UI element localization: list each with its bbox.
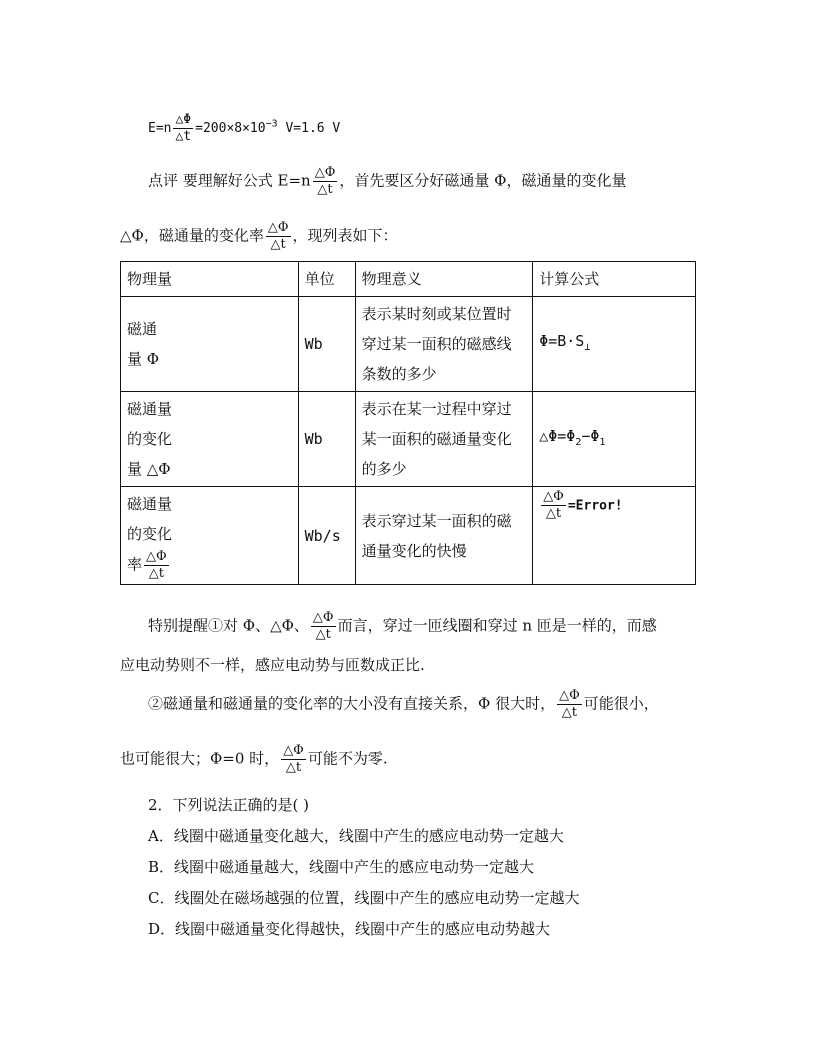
formula-subscript: 2 xyxy=(575,436,582,448)
reminder-line-1 xyxy=(148,610,657,643)
reminder-line-2: 应电动势则不一样，感应电动势与匝数成正比. xyxy=(120,656,425,674)
fraction-denominator: △t xyxy=(317,182,333,197)
formula-text: −Φ xyxy=(581,426,600,445)
header-meaning: 物理意义 xyxy=(355,262,533,297)
table-row xyxy=(121,392,696,487)
table-row xyxy=(121,487,696,585)
fraction-numerator: △Φ xyxy=(559,688,580,703)
comment-line-2 xyxy=(120,220,398,253)
cell-text: 的多少 xyxy=(361,460,407,478)
question-option-b: B．线圈中磁通量越大，线圈中产生的感应电动势一定越大 xyxy=(148,858,535,876)
comment-line2-suffix: ，现列表如下： xyxy=(292,226,398,245)
cell-unit: Wb xyxy=(298,392,355,487)
formula-subscript: ⊥ xyxy=(584,341,591,353)
cell-meaning xyxy=(355,487,533,585)
equation-line xyxy=(148,112,340,145)
eq-result: V=1.6 V xyxy=(277,121,341,136)
cell-text: 表示某时刻或某位置时 xyxy=(361,305,512,323)
question-option-a: A．线圈中磁通量变化越大，线圈中产生的感应电动势一定越大 xyxy=(148,827,564,845)
cell-quantity xyxy=(121,392,299,487)
fraction-numerator: △Φ xyxy=(283,743,304,758)
fraction xyxy=(173,112,193,145)
fraction-numerator: △Φ xyxy=(146,549,167,564)
comment-suffix: ，首先要区分好磁通量 Φ，磁通量的变化量 xyxy=(339,171,627,190)
cell-text: 穿过某一面积的磁感线 xyxy=(361,335,512,353)
eq-exponent: −3 xyxy=(265,118,278,130)
cell-text xyxy=(127,549,292,582)
fraction xyxy=(266,220,291,253)
cell-text: 磁通量 xyxy=(127,495,173,513)
fraction-denominator: △t xyxy=(270,237,286,252)
fraction xyxy=(311,610,336,643)
fraction xyxy=(281,743,306,776)
note2-line-2 xyxy=(120,743,388,776)
cell-text: 磁通 xyxy=(127,320,158,338)
reminder-suffix: 而言，穿过一匝线圈和穿过 n 匝是一样的，而感 xyxy=(337,616,657,635)
header-quantity: 物理量 xyxy=(121,262,299,297)
question-stem: 2．下列说法正确的是( ) xyxy=(148,796,310,814)
cell-text: 通量变化的快慢 xyxy=(361,541,467,560)
fraction xyxy=(541,489,566,522)
question-option-c: C．线圈处在磁场越强的位置，线圈中产生的感应电动势一定越大 xyxy=(148,889,580,907)
fraction-numerator: △Φ xyxy=(543,489,564,504)
cell-meaning xyxy=(355,392,533,487)
comment-prefix: 点评 要理解好公式 E=n xyxy=(148,171,311,190)
cell-formula xyxy=(533,392,696,487)
fraction xyxy=(557,688,582,721)
cell-meaning xyxy=(355,297,533,392)
cell-text: 表示穿过某一面积的磁 xyxy=(361,511,512,530)
table-header-row xyxy=(121,262,696,297)
fraction-denominator: △t xyxy=(545,506,562,521)
note2-prefix: ②磁通量和磁通量的变化率的大小没有直接关系，Φ 很大时， xyxy=(148,694,556,713)
note2-suffix: 可能很小， xyxy=(583,694,659,713)
cell-text: 率 xyxy=(127,555,143,574)
fraction-denominator: △t xyxy=(148,566,164,581)
cell-text: 磁通量 xyxy=(127,400,173,418)
formula-text: Φ=B·S xyxy=(539,331,585,350)
fraction-numerator: △Φ xyxy=(314,165,336,180)
note2-line-1 xyxy=(148,688,659,721)
cell-quantity xyxy=(121,487,299,585)
cell-text: 条数的多少 xyxy=(361,365,437,383)
cell-text: 的变化 xyxy=(127,430,173,448)
cell-text: 表示在某一过程中穿过 xyxy=(361,400,512,418)
eq-lhs: E=n xyxy=(148,121,172,136)
comment-line-1 xyxy=(148,165,626,198)
cell-unit: Wb/s xyxy=(298,487,355,585)
formula-subscript: 1 xyxy=(599,436,606,448)
fraction-denominator: △t xyxy=(561,705,578,720)
cell-text: 的变化 xyxy=(127,525,173,543)
header-unit: 单位 xyxy=(298,262,355,297)
note2-line2-prefix: 也可能很大；Φ=0 时， xyxy=(120,749,280,768)
eq-rhs: =200×8×10 xyxy=(195,121,266,136)
cell-quantity xyxy=(121,297,299,392)
fraction xyxy=(144,549,169,582)
fraction-denominator: △t xyxy=(285,760,302,775)
reminder-prefix: 特别提醒①对 Φ、△Φ、 xyxy=(148,616,309,635)
cell-text: 某一面积的磁通量变化 xyxy=(361,430,512,448)
fraction-numerator: △Φ xyxy=(312,610,334,625)
cell-text: 量 Φ xyxy=(127,350,160,368)
flux-comparison-table xyxy=(120,261,696,585)
question-option-d: D．线圈中磁通量变化得越快，线圈中产生的感应电动势越大 xyxy=(148,920,551,938)
fraction-denominator: △t xyxy=(175,129,192,144)
table-row xyxy=(121,297,696,392)
cell-formula xyxy=(533,487,696,585)
formula-error-text: =Error! xyxy=(567,498,623,514)
header-formula: 计算公式 xyxy=(533,262,696,297)
formula-text: △Φ=Φ xyxy=(539,426,576,445)
fraction xyxy=(313,165,338,198)
comment-line2-prefix: △Φ，磁通量的变化率 xyxy=(120,226,264,245)
note2-line2-suffix: 可能不为零. xyxy=(307,749,388,768)
cell-formula xyxy=(533,297,696,392)
cell-unit: Wb xyxy=(298,297,355,392)
cell-text: 量 △Φ xyxy=(127,460,171,478)
fraction-denominator: △t xyxy=(315,627,331,642)
fraction-numerator: △Φ xyxy=(175,112,192,127)
fraction-numerator: △Φ xyxy=(267,220,289,235)
